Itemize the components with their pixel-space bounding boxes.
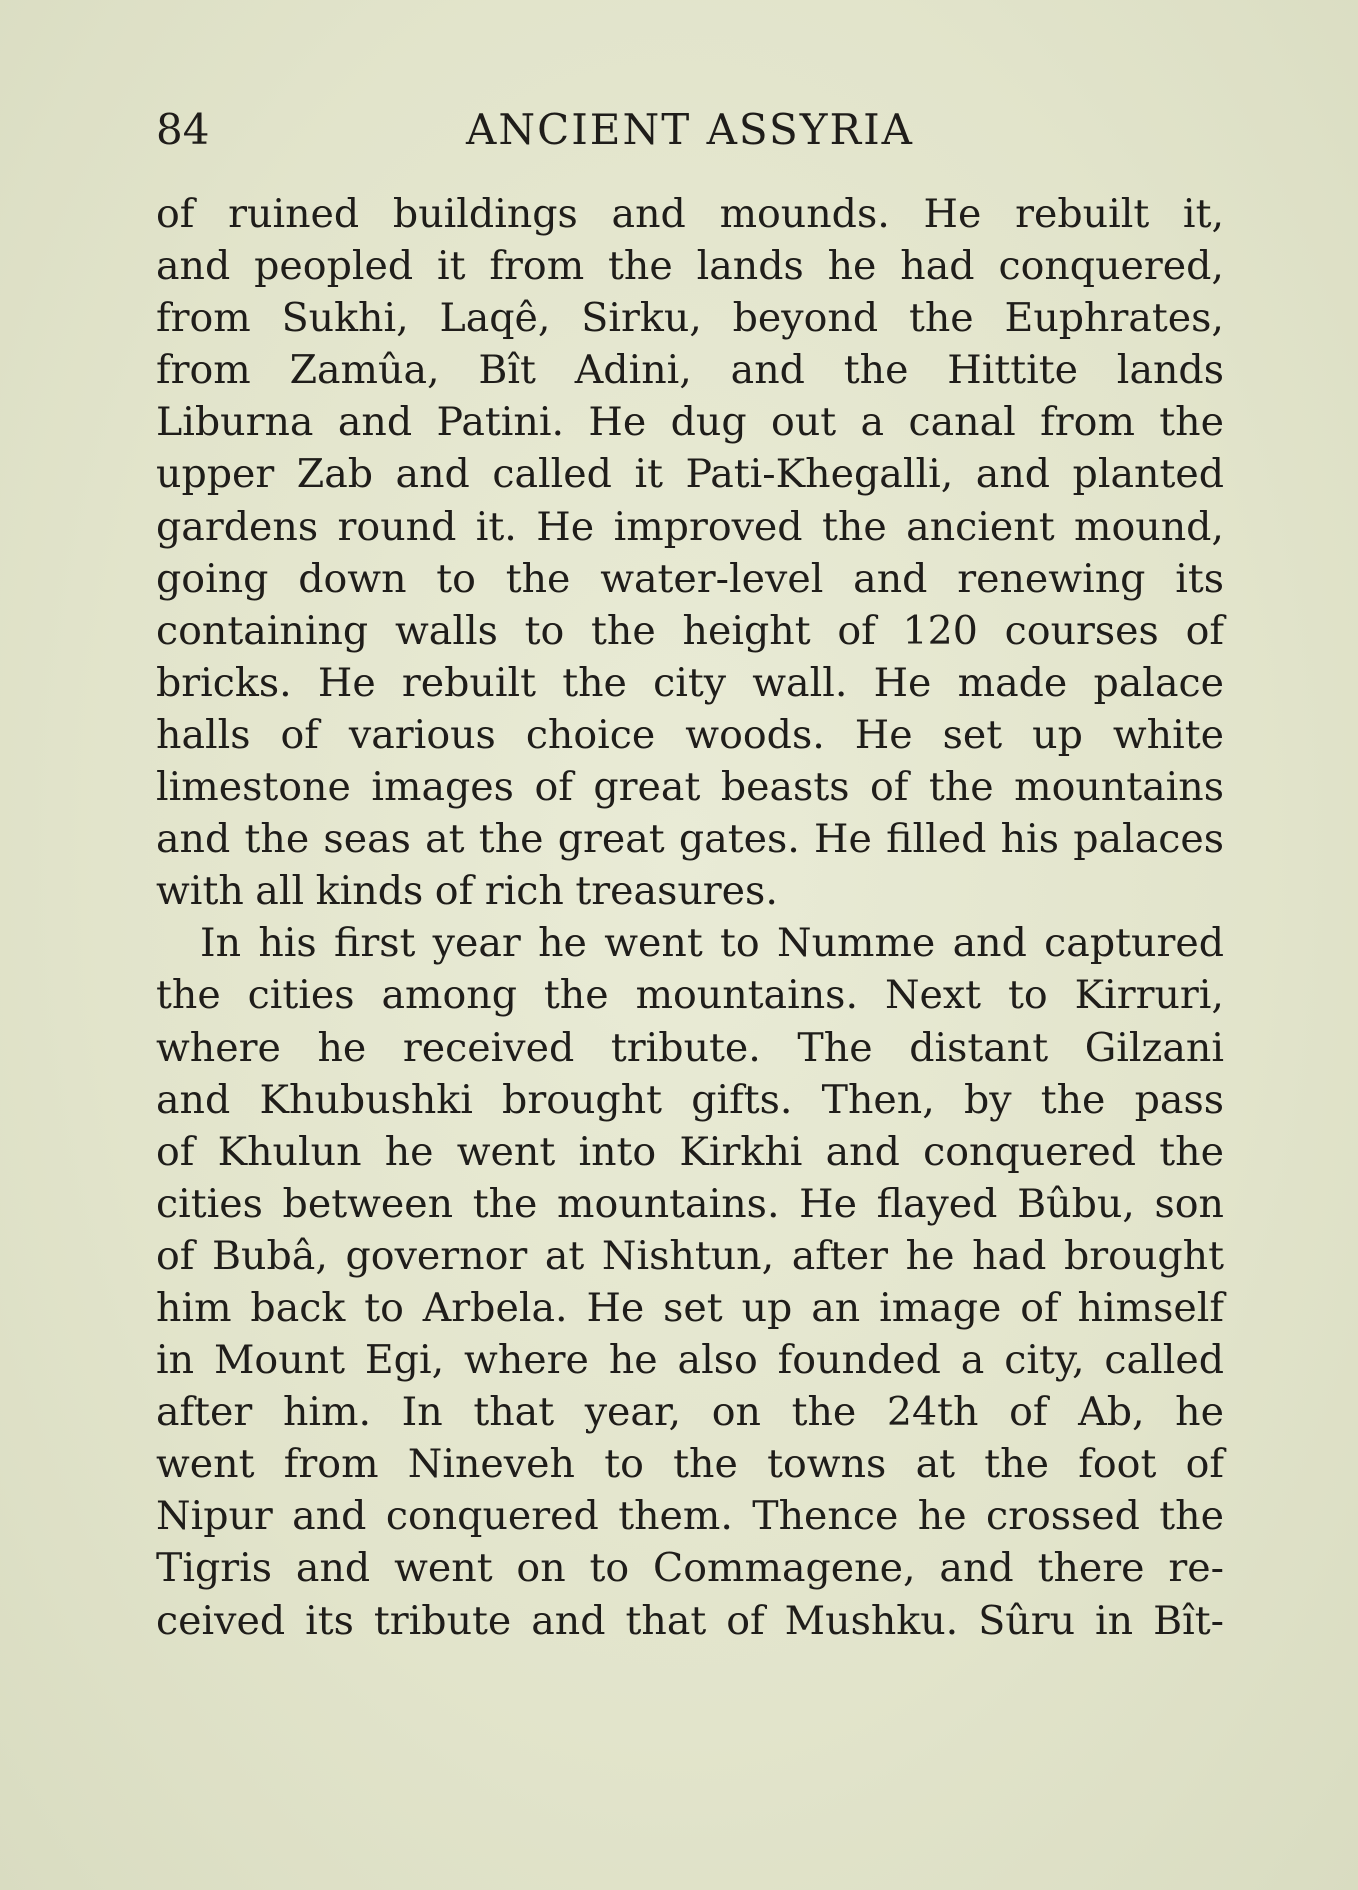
body-text: [156, 188, 1224, 1647]
text-line: and Khubushki brought gifts. Then, by the pass: [156, 1076, 1224, 1123]
text-line: gardens round it. He improved the ancient mound,: [156, 503, 1224, 550]
text-line: from Zamûa, Bît Adini, and the Hittite lands: [156, 347, 1224, 394]
text-line: bricks. He rebuilt the city wall. He made palace: [156, 659, 1224, 706]
paragraph: [156, 917, 1224, 1646]
text-line: halls of various choice woods. He set up white: [156, 711, 1224, 758]
text-line: went from Nineveh to the towns at the foot of: [156, 1441, 1224, 1488]
text-line: the cities among the mountains. Next to Kirruri,: [156, 972, 1224, 1019]
text-line: him back to Arbela. He set up an image of himself: [156, 1284, 1224, 1331]
text-line: ceived its tribute and that of Mushku. Sûru in Bît-: [156, 1597, 1224, 1644]
page-number: 84: [156, 105, 210, 154]
text-line: after him. In that year, on the 24th of Ab, he: [156, 1389, 1224, 1436]
text-line: and peopled it from the lands he had conquered,: [156, 243, 1224, 290]
text-line: with all kinds of rich treasures.: [156, 868, 778, 915]
text-line: Liburna and Patini. He dug out a canal from the: [156, 399, 1224, 446]
running-title: ANCIENT ASSYRIA: [466, 105, 914, 154]
text-line: of Bubâ, governor at Nishtun, after he had brought: [156, 1232, 1224, 1279]
page-header: [156, 100, 1224, 160]
text-line: cities between the mountains. He flayed Bûbu, son: [156, 1180, 1224, 1227]
paragraph: [156, 188, 1224, 917]
text-line: where he received tribute. The distant Gilzani: [156, 1024, 1224, 1071]
text-line: Nipur and conquered them. Thence he crossed the: [156, 1493, 1224, 1540]
text-line: going down to the water-level and renewing its: [156, 555, 1224, 602]
text-line: limestone images of great beasts of the mountains: [156, 764, 1224, 811]
text-line: Tigris and went on to Commagene, and there re-: [156, 1545, 1224, 1592]
text-line: in Mount Egi, where he also founded a city, called: [156, 1337, 1224, 1384]
text-line: of Khulun he went into Kirkhi and conquered the: [156, 1128, 1224, 1175]
text-line: containing walls to the height of 120 courses of: [156, 607, 1224, 654]
text-line: from Sukhi, Laqê, Sirku, beyond the Euphrates,: [156, 295, 1224, 342]
text-line: upper Zab and called it Pati-Khegalli, and planted: [156, 451, 1224, 498]
text-line: of ruined buildings and mounds. He rebuilt it,: [156, 191, 1224, 237]
text-line: In his first year he went to Numme and captured: [200, 920, 1224, 967]
text-line: and the seas at the great gates. He filled his palaces: [156, 816, 1224, 863]
